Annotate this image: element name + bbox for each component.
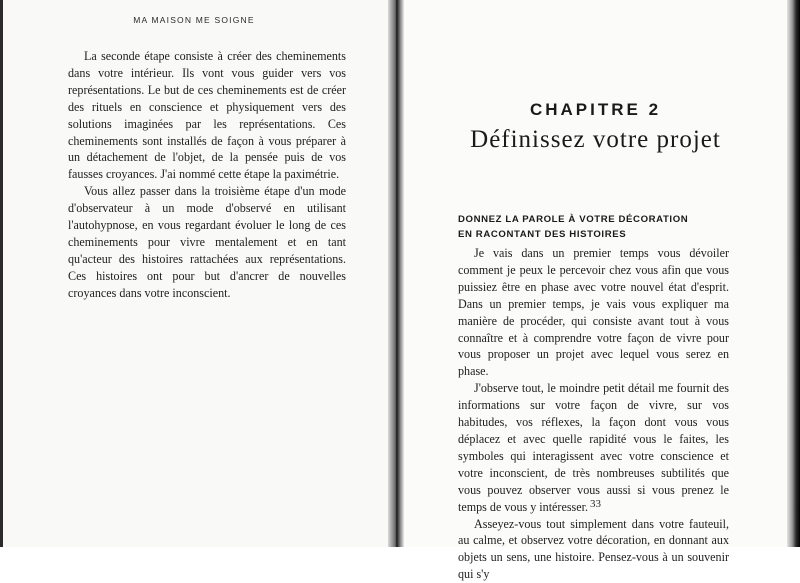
left-page-edge <box>0 0 3 547</box>
paragraph: J'observe tout, le moindre petit détail me fournit des informations sur votre façon de vivre, sur vos habitudes, vos réflexes, la façon dont vous vous déplacez et avec quelle rapidité vous le faites, les symboles qui interagissent avec votre conscience et votre inconscient, de très nombreuses subtilités que vous pouvez observer vous aussi si vous prenez le temps de vous y intéresser. <box>458 380 729 515</box>
chapter-title: Définissez votre projet <box>404 126 787 154</box>
paragraph: La seconde étape consiste à créer des cheminements dans votre intérieur. Ils vont vous guider vers vos représentations. Le but de ces cheminements est de créer des rituels en conscience et physiquement vers des solutions imaginées par les représentations. Ces cheminements sont installés de façon à vous préparer à un détachement de l'objet, de la pensée puis de vos fausses croyances. J'ai nommé cette étape la paximétrie. <box>68 48 346 183</box>
chapter-label: CHAPITRE 2 <box>404 100 787 120</box>
page-number: 33 <box>404 498 787 510</box>
running-head: MA MAISON ME SOIGNE <box>0 15 388 25</box>
paragraph: Vous allez passer dans la troisième étape d'un mode d'observateur à un mode d'observé en utilisant l'autohypnose, en vous regardant évoluer le long de ces cheminements pour vivre mentalement et en tant qu'acteur des histoires rattachées aux représentations. Ces histoires ont pour but d'ancrer de nouvelles croyances dans votre inconscient. <box>68 183 346 301</box>
paragraph: Je vais dans un premier temps vous dévoiler comment je peux le percevoir chez vous afin que vous puissiez être en phase avec votre nouvel état d'esprit. Dans un premier temps, je vais vous expliquer ma manière de procéder, qui consiste avant tout à vous connaître et à comprendre votre façon de vivre pour vous proposer un projet avec lequel vous serez en phase. <box>458 245 729 380</box>
section-heading-line: DONNEZ LA PAROLE À VOTRE DÉCORATION <box>458 212 738 227</box>
right-page-body <box>458 245 729 583</box>
paragraph: Asseyez-vous tout simplement dans votre fauteuil, au calme, et observez votre décoration, en donnant aux objets un sens, une histoire. Pensez-vous à un souvenir qui s'y <box>458 516 729 583</box>
left-page-body <box>68 48 346 302</box>
book-gutter <box>388 0 404 547</box>
right-page-edge <box>787 0 800 547</box>
section-heading <box>458 212 738 242</box>
section-heading-line: EN RACONTANT DES HISTOIRES <box>458 227 738 242</box>
